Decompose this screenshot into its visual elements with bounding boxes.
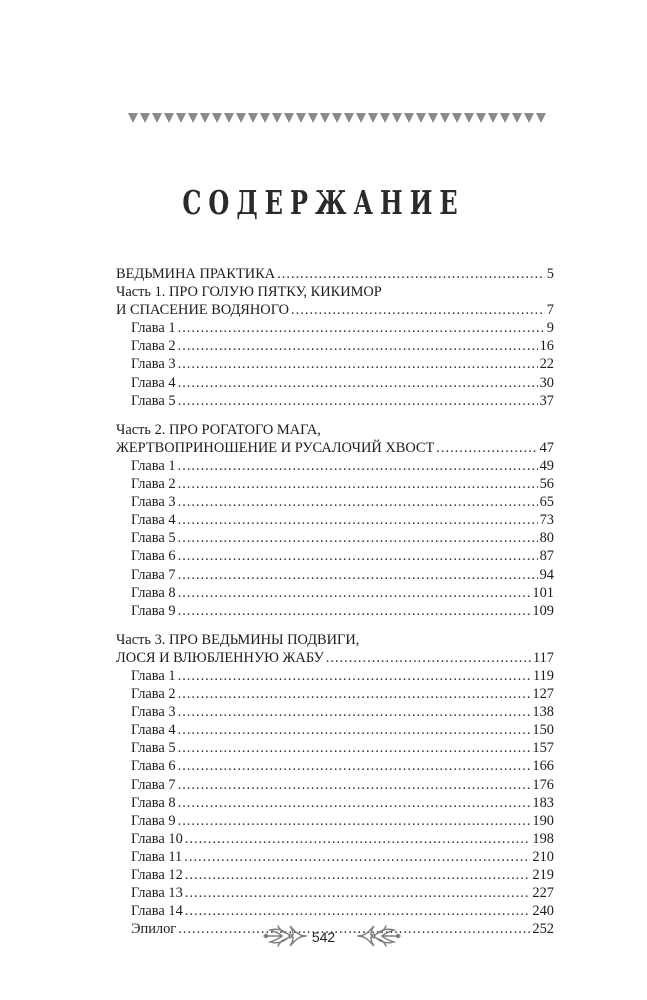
dot-leader xyxy=(277,265,545,283)
toc-page-number: 127 xyxy=(532,686,554,703)
toc-page-number: 109 xyxy=(532,602,554,619)
toc-page-number: 198 xyxy=(532,830,554,847)
toc-entry-label: ЖЕРТВОПРИНОШЕНИЕ И РУСАЛОЧИЙ ХВОСТ xyxy=(116,439,435,456)
ornament-triangle xyxy=(380,113,390,123)
toc-chapter-entry xyxy=(116,475,554,493)
ornament-triangle xyxy=(452,113,462,123)
toc-entry-label: Глава 2 xyxy=(131,476,176,493)
ornament-triangle xyxy=(392,113,402,123)
toc-chapter-entry xyxy=(116,685,554,703)
toc-page-number: 30 xyxy=(539,374,554,391)
toc-part-heading xyxy=(116,283,554,301)
ornament-triangle xyxy=(512,113,522,123)
toc-page-number: 252 xyxy=(532,921,554,938)
toc-entry-label: Глава 11 xyxy=(131,848,183,865)
dot-leader xyxy=(178,319,545,337)
toc-chapter-entry xyxy=(116,511,554,529)
ornament-triangle xyxy=(308,113,318,123)
toc-entry-label: Глава 3 xyxy=(131,494,176,511)
toc-chapter-entry xyxy=(116,547,554,565)
toc-entry xyxy=(116,265,554,283)
toc-chapter-entry xyxy=(116,374,554,392)
dot-leader xyxy=(326,649,531,667)
toc-part-heading xyxy=(116,631,554,649)
page-title: СОДЕРЖАНИЕ xyxy=(182,183,465,223)
ornament-triangle xyxy=(440,113,450,123)
ornament-triangle xyxy=(476,113,486,123)
ornament-triangle xyxy=(224,113,234,123)
toc-entry-label: Глава 1 xyxy=(131,320,176,337)
toc-entry-label: Глава 3 xyxy=(131,356,176,373)
ornament-triangle xyxy=(428,113,438,123)
toc-chapter-entry xyxy=(116,739,554,757)
ornament-triangle xyxy=(344,113,354,123)
toc-page-number: 150 xyxy=(532,722,554,739)
toc-page-number: 73 xyxy=(539,512,554,529)
dot-leader xyxy=(184,848,530,866)
toc-page-number: 117 xyxy=(532,649,554,666)
toc-chapter-entry xyxy=(116,584,554,602)
ornament-triangle xyxy=(284,113,294,123)
dot-leader xyxy=(178,493,538,511)
toc-chapter-entry xyxy=(116,848,554,866)
ornament-triangle xyxy=(464,113,474,123)
toc-chapter-entry xyxy=(116,566,554,584)
ornament-triangle xyxy=(416,113,426,123)
toc-chapter-entry xyxy=(116,667,554,685)
toc-entry-label: Глава 5 xyxy=(131,530,176,547)
dot-leader xyxy=(178,511,538,529)
ornament-triangle xyxy=(212,113,222,123)
ornament-triangle xyxy=(236,113,246,123)
toc-chapter-entry xyxy=(116,319,554,337)
top-ornament-border xyxy=(127,110,547,126)
toc-entry-label: Глава 5 xyxy=(131,392,176,409)
dot-leader xyxy=(178,685,531,703)
dot-leader xyxy=(291,301,545,319)
dot-leader xyxy=(178,667,531,685)
dot-leader xyxy=(178,584,531,602)
toc-chapter-entry xyxy=(116,355,554,373)
toc-entry-label: ЛОСЯ И ВЛЮБЛЕННУЮ ЖАБУ xyxy=(116,649,324,666)
toc-entry-label: Глава 2 xyxy=(131,338,176,355)
dot-leader xyxy=(178,547,538,565)
toc-entry-label: Глава 10 xyxy=(131,830,183,847)
ornament-triangle xyxy=(200,113,210,123)
ornament-triangle xyxy=(368,113,378,123)
toc-entry xyxy=(116,439,554,457)
dot-leader xyxy=(178,721,531,739)
toc-page-number: 65 xyxy=(539,494,554,511)
toc-entry-label: ВЕДЬМИНА ПРАКТИКА xyxy=(116,266,276,282)
ornament-triangle xyxy=(536,113,546,123)
toc-entry xyxy=(116,301,554,319)
ornament-triangle xyxy=(272,113,282,123)
toc-chapter-entry xyxy=(116,457,554,475)
toc-chapter-entry xyxy=(116,392,554,410)
toc-page-number: 219 xyxy=(532,867,554,883)
ornament-triangle xyxy=(128,113,138,123)
ornament-triangle xyxy=(164,113,174,123)
toc-entry-label: Глава 5 xyxy=(131,740,176,757)
page-footer xyxy=(0,920,647,960)
toc-entry-label: Глава 13 xyxy=(131,885,183,902)
dot-leader xyxy=(178,392,538,410)
right-flourish-ornament xyxy=(354,920,404,952)
toc-entry-label: Глава 4 xyxy=(131,374,176,391)
toc-entry-label: Эпилог xyxy=(131,921,177,938)
ornament-triangle xyxy=(500,113,510,123)
ornament-triangle xyxy=(140,113,150,123)
toc-entry-label: Глава 1 xyxy=(131,667,176,684)
dot-leader xyxy=(178,739,531,757)
dot-leader xyxy=(178,355,538,373)
dot-leader xyxy=(178,475,538,493)
toc-page-number: 7 xyxy=(546,302,554,319)
toc-page-number: 190 xyxy=(532,812,554,829)
toc-page-number: 87 xyxy=(539,548,554,565)
toc-entry-label: Глава 6 xyxy=(131,758,176,775)
dot-leader xyxy=(178,776,531,794)
toc-page-number: 210 xyxy=(532,848,554,865)
toc-chapter-entry xyxy=(116,776,554,794)
ornament-triangle xyxy=(248,113,258,123)
toc-entry-label: Глава 6 xyxy=(131,548,176,565)
toc-page-number: 166 xyxy=(532,758,554,775)
dot-leader xyxy=(178,703,531,721)
toc-page-number: 227 xyxy=(532,885,554,902)
toc-chapter-entry xyxy=(116,757,554,775)
toc-page-number: 9 xyxy=(546,320,554,337)
toc-entry-label: Глава 3 xyxy=(131,704,176,721)
toc-entry-label: Глава 7 xyxy=(131,776,176,793)
dot-leader xyxy=(178,757,531,775)
dot-leader xyxy=(185,830,531,848)
toc-entry-label: И СПАСЕНИЕ ВОДЯНОГО xyxy=(116,302,290,319)
dot-leader xyxy=(178,794,531,812)
dot-leader xyxy=(178,374,538,392)
toc-page-number: 176 xyxy=(532,776,554,793)
toc-entry-label: Часть 1. ПРО ГОЛУЮ ПЯТКУ, КИКИМОР xyxy=(116,284,382,301)
toc-page-number: 56 xyxy=(539,476,554,493)
toc-page-number: 5 xyxy=(546,266,554,282)
toc-entry-label: Глава 14 xyxy=(131,903,183,920)
ornament-triangle xyxy=(332,113,342,123)
toc-entry-label: Часть 3. ПРО ВЕДЬМИНЫ ПОДВИГИ, xyxy=(116,631,360,648)
toc-entry-label: Глава 8 xyxy=(131,794,176,811)
toc-page-number: 16 xyxy=(539,338,554,355)
dot-leader xyxy=(185,866,531,884)
toc-entry-label: Глава 4 xyxy=(131,512,176,529)
dot-leader xyxy=(178,457,538,475)
ornament-triangle xyxy=(260,113,270,123)
toc-page-number: 101 xyxy=(532,584,554,601)
toc-entry xyxy=(116,649,554,667)
toc-chapter-entry xyxy=(116,830,554,848)
ornament-triangle xyxy=(356,113,366,123)
dot-leader xyxy=(178,337,538,355)
toc-page-number: 49 xyxy=(539,457,554,474)
ornament-triangle xyxy=(296,113,306,123)
toc-entry-label: Глава 7 xyxy=(131,566,176,583)
dot-leader xyxy=(185,902,531,920)
toc-page-number: 37 xyxy=(539,392,554,409)
dot-leader xyxy=(178,566,538,584)
dot-leader xyxy=(436,439,537,457)
dot-leader xyxy=(178,529,538,547)
toc-page-number: 47 xyxy=(539,439,554,456)
toc-chapter-entry xyxy=(116,493,554,511)
toc-entry-label: Глава 9 xyxy=(131,602,176,619)
toc-chapter-entry xyxy=(116,721,554,739)
ornament-triangle xyxy=(404,113,414,123)
toc-chapter-entry xyxy=(116,866,554,884)
toc-entry-label: Глава 1 xyxy=(131,457,176,474)
ornament-triangle xyxy=(488,113,498,123)
toc-page-number: 94 xyxy=(539,566,554,583)
toc-entry-label: Глава 4 xyxy=(131,722,176,739)
toc-page-number: 80 xyxy=(539,530,554,547)
toc-entry-label: Часть 2. ПРО РОГАТОГО МАГА, xyxy=(116,421,321,438)
toc-page-number: 22 xyxy=(539,356,554,373)
toc-chapter-entry xyxy=(116,902,554,920)
ornament-triangle xyxy=(152,113,162,123)
ornament-triangle xyxy=(524,113,534,123)
toc-page-number: 119 xyxy=(532,667,554,684)
toc-part-heading xyxy=(116,421,554,439)
dot-leader xyxy=(185,884,531,902)
toc-page-number: 138 xyxy=(532,704,554,721)
dot-leader xyxy=(178,812,531,830)
toc-page-number: 183 xyxy=(532,794,554,811)
dot-leader xyxy=(178,602,531,620)
toc-chapter-entry xyxy=(116,884,554,902)
table-of-contents xyxy=(116,265,554,938)
toc-chapter-entry xyxy=(116,602,554,620)
ornament-triangle xyxy=(188,113,198,123)
toc-chapter-entry xyxy=(116,812,554,830)
ornament-triangle xyxy=(176,113,186,123)
toc-entry-label: Глава 9 xyxy=(131,812,176,829)
toc-chapter-entry xyxy=(116,337,554,355)
toc-entry-label: Глава 8 xyxy=(131,584,176,601)
toc-page-number: 240 xyxy=(532,903,554,920)
toc-chapter-entry xyxy=(116,703,554,721)
toc-entry-label: Глава 12 xyxy=(131,867,183,883)
toc-entry-label: Глава 2 xyxy=(131,686,176,703)
toc-chapter-entry xyxy=(116,794,554,812)
ornament-triangle xyxy=(320,113,330,123)
toc-chapter-entry xyxy=(116,529,554,547)
page-number: 542 xyxy=(311,929,336,945)
toc-page-number: 157 xyxy=(532,740,554,757)
